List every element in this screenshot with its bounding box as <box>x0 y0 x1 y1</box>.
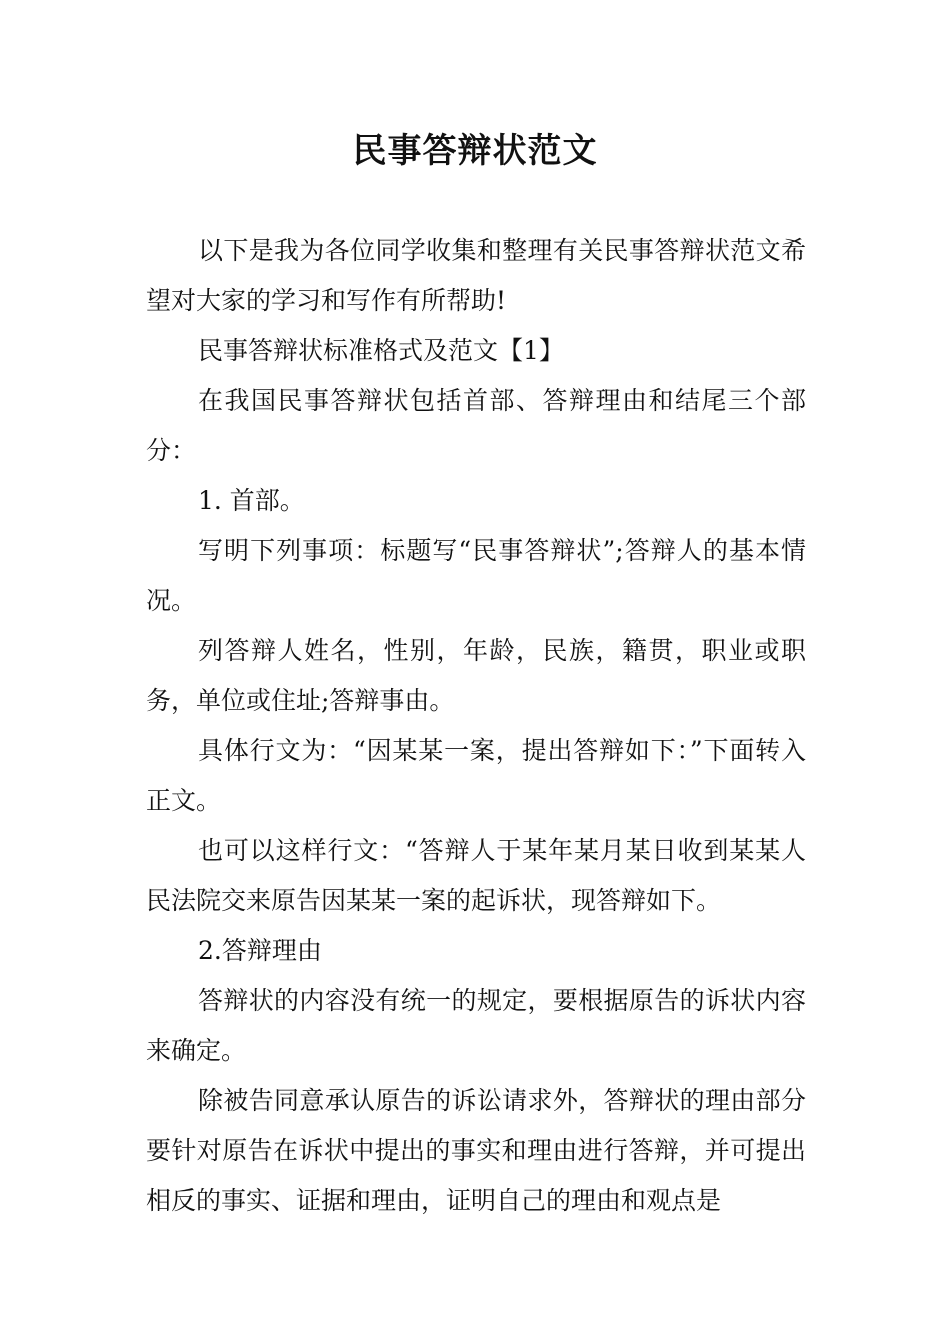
paragraph-reasons: 除被告同意承认原告的诉讼请求外，答辩状的理由部分要针对原告在诉状中提出的事实和理由进行答辩，并可提出相反的事实、证据和理由，证明自己的理由和观点是 <box>146 1086 806 1215</box>
document-body <box>146 226 806 1226</box>
paragraph-content: 答辩状的内容没有统一的规定，要根据原告的诉状内容来确定。 <box>146 986 806 1065</box>
paragraph-wording: 具体行文为：“因某某一案，提出答辩如下：”下面转入正文。 <box>146 736 806 815</box>
paragraph-heading-2: 2.答辩理由 <box>198 936 322 965</box>
document-title: 民事答辩状范文 <box>352 131 598 171</box>
paragraph-intro: 以下是我为各位同学收集和整理有关民事答辩状范文希望对大家的学习和写作有所帮助! <box>146 236 806 315</box>
paragraph-structure: 在我国民事答辩状包括首部、答辩理由和结尾三个部分： <box>146 386 806 465</box>
paragraph-section-heading: 民事答辩状标准格式及范文【1】 <box>198 336 564 365</box>
paragraph-list: 列答辩人姓名，性别，年龄，民族，籍贯，职业或职务，单位或住址;答辩事由。 <box>146 636 806 715</box>
paragraph-alt-wording: 也可以这样行文：“答辩人于某年某月某日收到某某人民法院交来原告因某某一案的起诉状，现答辩如下。 <box>146 836 806 915</box>
paragraph-heading-1: 1. 首部。 <box>198 486 305 515</box>
paragraph-items: 写明下列事项：标题写“民事答辩状”;答辩人的基本情况。 <box>146 536 806 615</box>
